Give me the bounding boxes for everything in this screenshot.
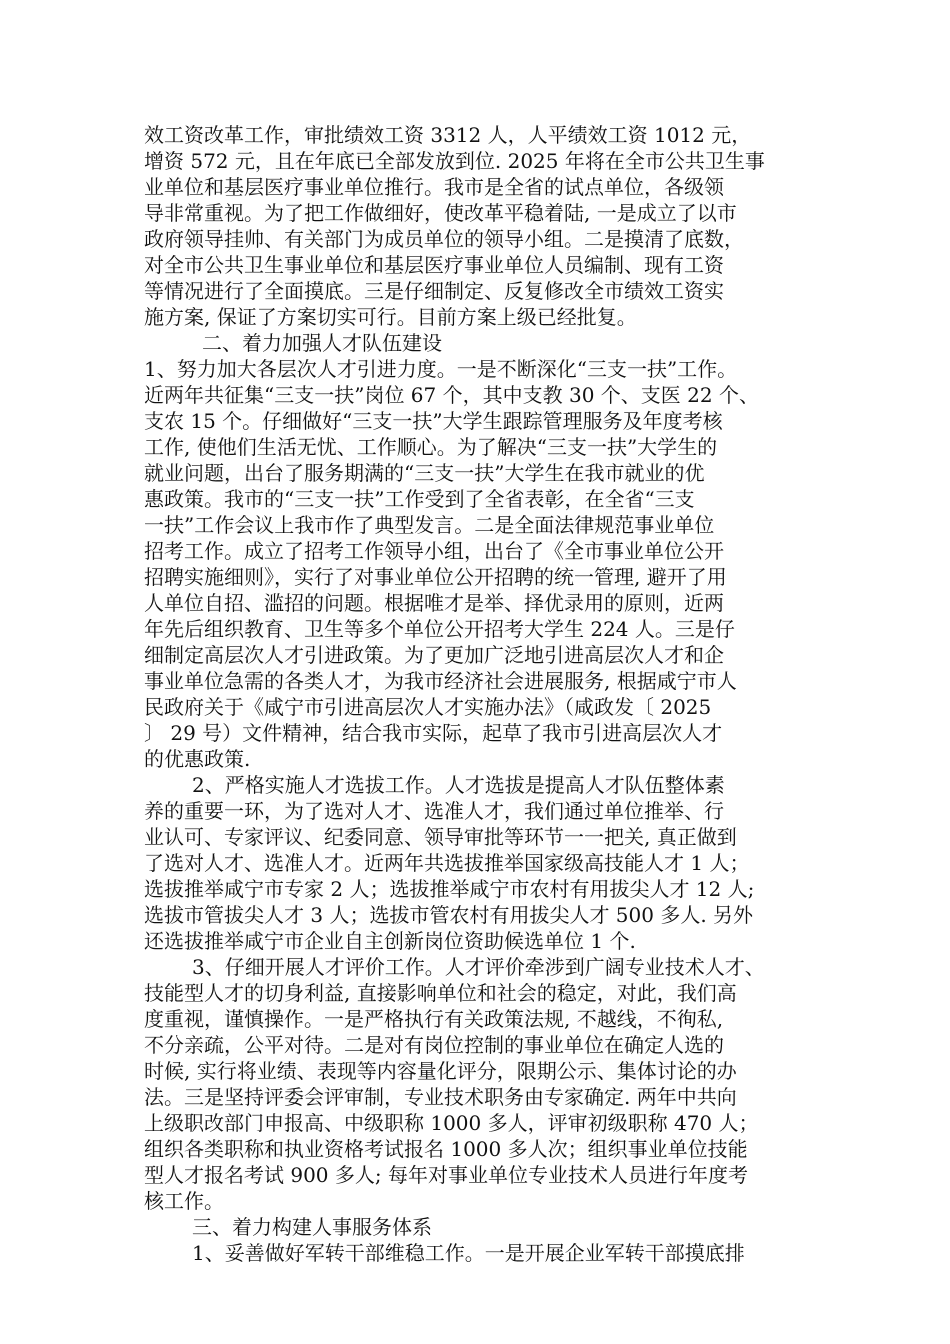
text-line: 等情况进行了全面摸底。三是仔细制定、反复修改全市绩效工资实 [144,279,724,303]
text-line: 型人才报名考试 900 多人; 每年对事业单位专业技术人员进行年度考 [144,1163,748,1187]
paragraph-start-line: 二、着力加强人才队伍建设 [202,331,442,355]
text-line: 上级职改部门申报高、中级职称 1000 多人，评审初级职称 470 人； [144,1111,759,1135]
text-line: 人单位自招、滥招的问题。根据唯才是举、择优录用的原则，近两 [144,591,724,615]
text-line: 惠政策。我市的“三支一扶”工作受到了全省表彰，在全省“三支 [144,487,695,511]
text-line: 还选拔推举咸宁市企业自主创新岗位资助候选单位 1 个. [144,929,636,953]
text-line: 选拔推举咸宁市专家 2 人；选拔推举咸宁市农村有用拔尖人才 12 人; [144,877,755,901]
paragraph-start-line: 1、妥善做好军转干部维稳工作。一是开展企业军转干部摸底排 [192,1241,745,1265]
text-line: 了选对人才、选准人才。近两年共选拔推举国家级高技能人才 1 人； [144,851,750,875]
text-line: 时候, 实行将业绩、表现等内容量化评分，限期公示、集体讨论的办 [144,1059,737,1083]
text-line: 对全市公共卫生事业单位和基层医疗事业单位人员编制、现有工资 [144,253,724,277]
text-line: 〕 29 号）文件精神，结合我市实际，起草了我市引进高层次人才 [144,721,723,745]
text-line: 施方案, 保证了方案切实可行。目前方案上级已经批复。 [144,305,637,329]
text-line: 工作, 使他们生活无忧、工作顺心。为了解决“三支一扶”大学生的 [144,435,718,459]
text-line: 就业问题，出台了服务期满的“三支一扶”大学生在我市就业的优 [144,461,705,485]
text-line: 效工资改革工作，审批绩效工资 3312 人，人平绩效工资 1012 元， [144,123,752,147]
text-line: 1、努力加大各层次人才引进力度。一是不断深化“三支一扶”工作。 [144,357,738,381]
text-line: 支农 15 个。仔细做好“三支一扶”大学生跟踪管理服务及年度考核 [144,409,723,433]
document-body [144,122,824,1266]
text-line: 业单位和基层医疗事业单位推行。我市是全省的试点单位，各级领 [144,175,724,199]
text-line: 组织各类职称和执业资格考试报名 1000 多人次；组织事业单位技能 [144,1137,748,1161]
text-line: 事业单位急需的各类人才，为我市经济社会进展服务, 根据咸宁市人 [144,669,737,693]
text-line: 导非常重视。为了把工作做细好，使改革平稳着陆, 一是成立了以市 [144,201,737,225]
text-line: 招聘实施细则》，实行了对事业单位公开招聘的统一管理, 避开了用 [144,565,727,589]
text-line: 核工作。 [144,1189,224,1213]
text-line: 业认可、专家评议、纪委同意、领导审批等环节一一把关, 真正做到 [144,825,737,849]
paragraph-start-line: 3、仔细开展人才评价工作。人才评价牵涉到广阔专业技术人才、 [192,955,765,979]
text-line: 度重视，谨慎操作。一是严格执行有关政策法规, 不越线，不徇私, [144,1007,724,1031]
text-line: 一扶”工作会议上我市作了典型发言。二是全面法律规范事业单位 [144,513,715,537]
text-line: 养的重要一环，为了选对人才、选准人才，我们通过单位推举、行 [144,799,724,823]
text-line: 不分亲疏，公平对待。二是对有岗位控制的事业单位在确定人选的 [144,1033,724,1057]
paragraph-start-line: 三、着力构建人事服务体系 [192,1215,432,1239]
text-line: 技能型人才的切身利益, 直接影响单位和社会的稳定，对此，我们高 [144,981,737,1005]
text-line: 招考工作。成立了招考工作领导小组，出台了《全市事业单位公开 [144,539,724,563]
text-line: 民政府关于《咸宁市引进高层次人才实施办法》（咸政发〔 2025 [144,695,712,719]
text-line: 年先后组织教育、卫生等多个单位公开招考大学生 224 人。三是仔 [144,617,735,641]
text-line: 选拔市管拔尖人才 3 人；选拔市管农村有用拔尖人才 500 多人. 另外 [144,903,754,927]
text-line: 近两年共征集“三支一扶”岗位 67 个，其中支教 30 个、支医 22 个、 [144,383,759,407]
text-line: 增资 572 元，且在年底已全部发放到位. 2025 年将在全市公共卫生事 [144,149,765,173]
paragraph-start-line: 2、严格实施人才选拔工作。人才选拔是提高人才队伍整体素 [192,773,725,797]
text-line: 政府领导挂帅、有关部门为成员单位的领导小组。二是摸清了底数， [144,227,744,251]
text-line: 法。三是坚持评委会评审制，专业技术职务由专家确定. 两年中共向 [144,1085,737,1109]
text-line: 细制定高层次人才引进政策。为了更加广泛地引进高层次人才和企 [144,643,724,667]
text-line: 的优惠政策. [144,747,251,771]
